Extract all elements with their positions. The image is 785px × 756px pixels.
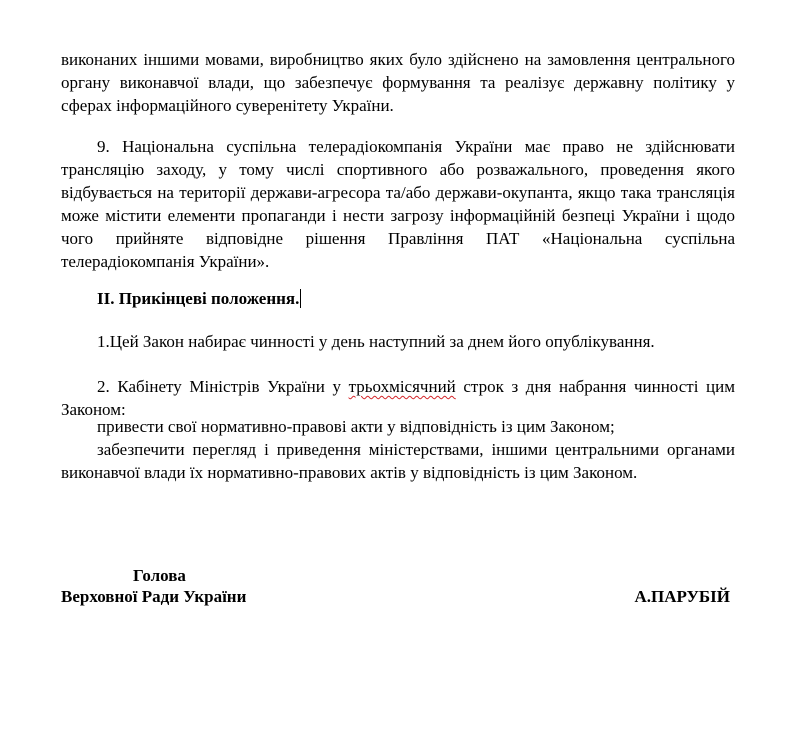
section-heading (97, 287, 301, 310)
paragraph-continuation: виконаних іншими мовами, виробництво яких було здійснено на замовлення центрального органу виконавчої влади, що забезпечує формування та реалізує державну політику у сферах інформаційного суверенітету України. (61, 50, 735, 115)
item-2-text-before: 2. Кабінету Міністрів України у (97, 377, 349, 396)
item-2-sub-2: забезпечити перегляд і приведення міністерствами, іншими центральними органами виконавчої влади їх нормативно-правових актів у відповідність із цим Законом. (61, 440, 735, 482)
item-2-sub-1: привести свої нормативно-правові акти у відповідність із цим Законом; (97, 417, 615, 436)
text-cursor (300, 289, 301, 308)
section-heading-text: ІІ. Прикінцеві положення. (97, 289, 300, 308)
signature-name: А.ПАРУБІЙ (634, 587, 730, 606)
misspelled-word[interactable]: трьохмісячний (348, 377, 456, 396)
item-2-text-after: строк з дня набрання чинності цим Законом: (61, 377, 735, 419)
paragraph-9: 9. Національна суспільна телерадіокомпанія України має право не здійснювати трансляцію заходу, у тому числі спортивного або розважального, проведення якого відбувається на території держави-агресора та/або держави-окупанта, якщо така трансляція може містити елементи пропаганди і нести загрозу інформаційній безпеці України і щодо чого прийняте відповідне рішення Правління ПАТ «Національна суспільна телерадіокомпанія України». (61, 137, 735, 271)
signature-organization: Верховної Ради України (61, 587, 247, 606)
item-1: 1.Цей Закон набирає чинності у день наступний за днем його опублікування. (97, 332, 655, 351)
signature-title: Голова (133, 566, 186, 585)
